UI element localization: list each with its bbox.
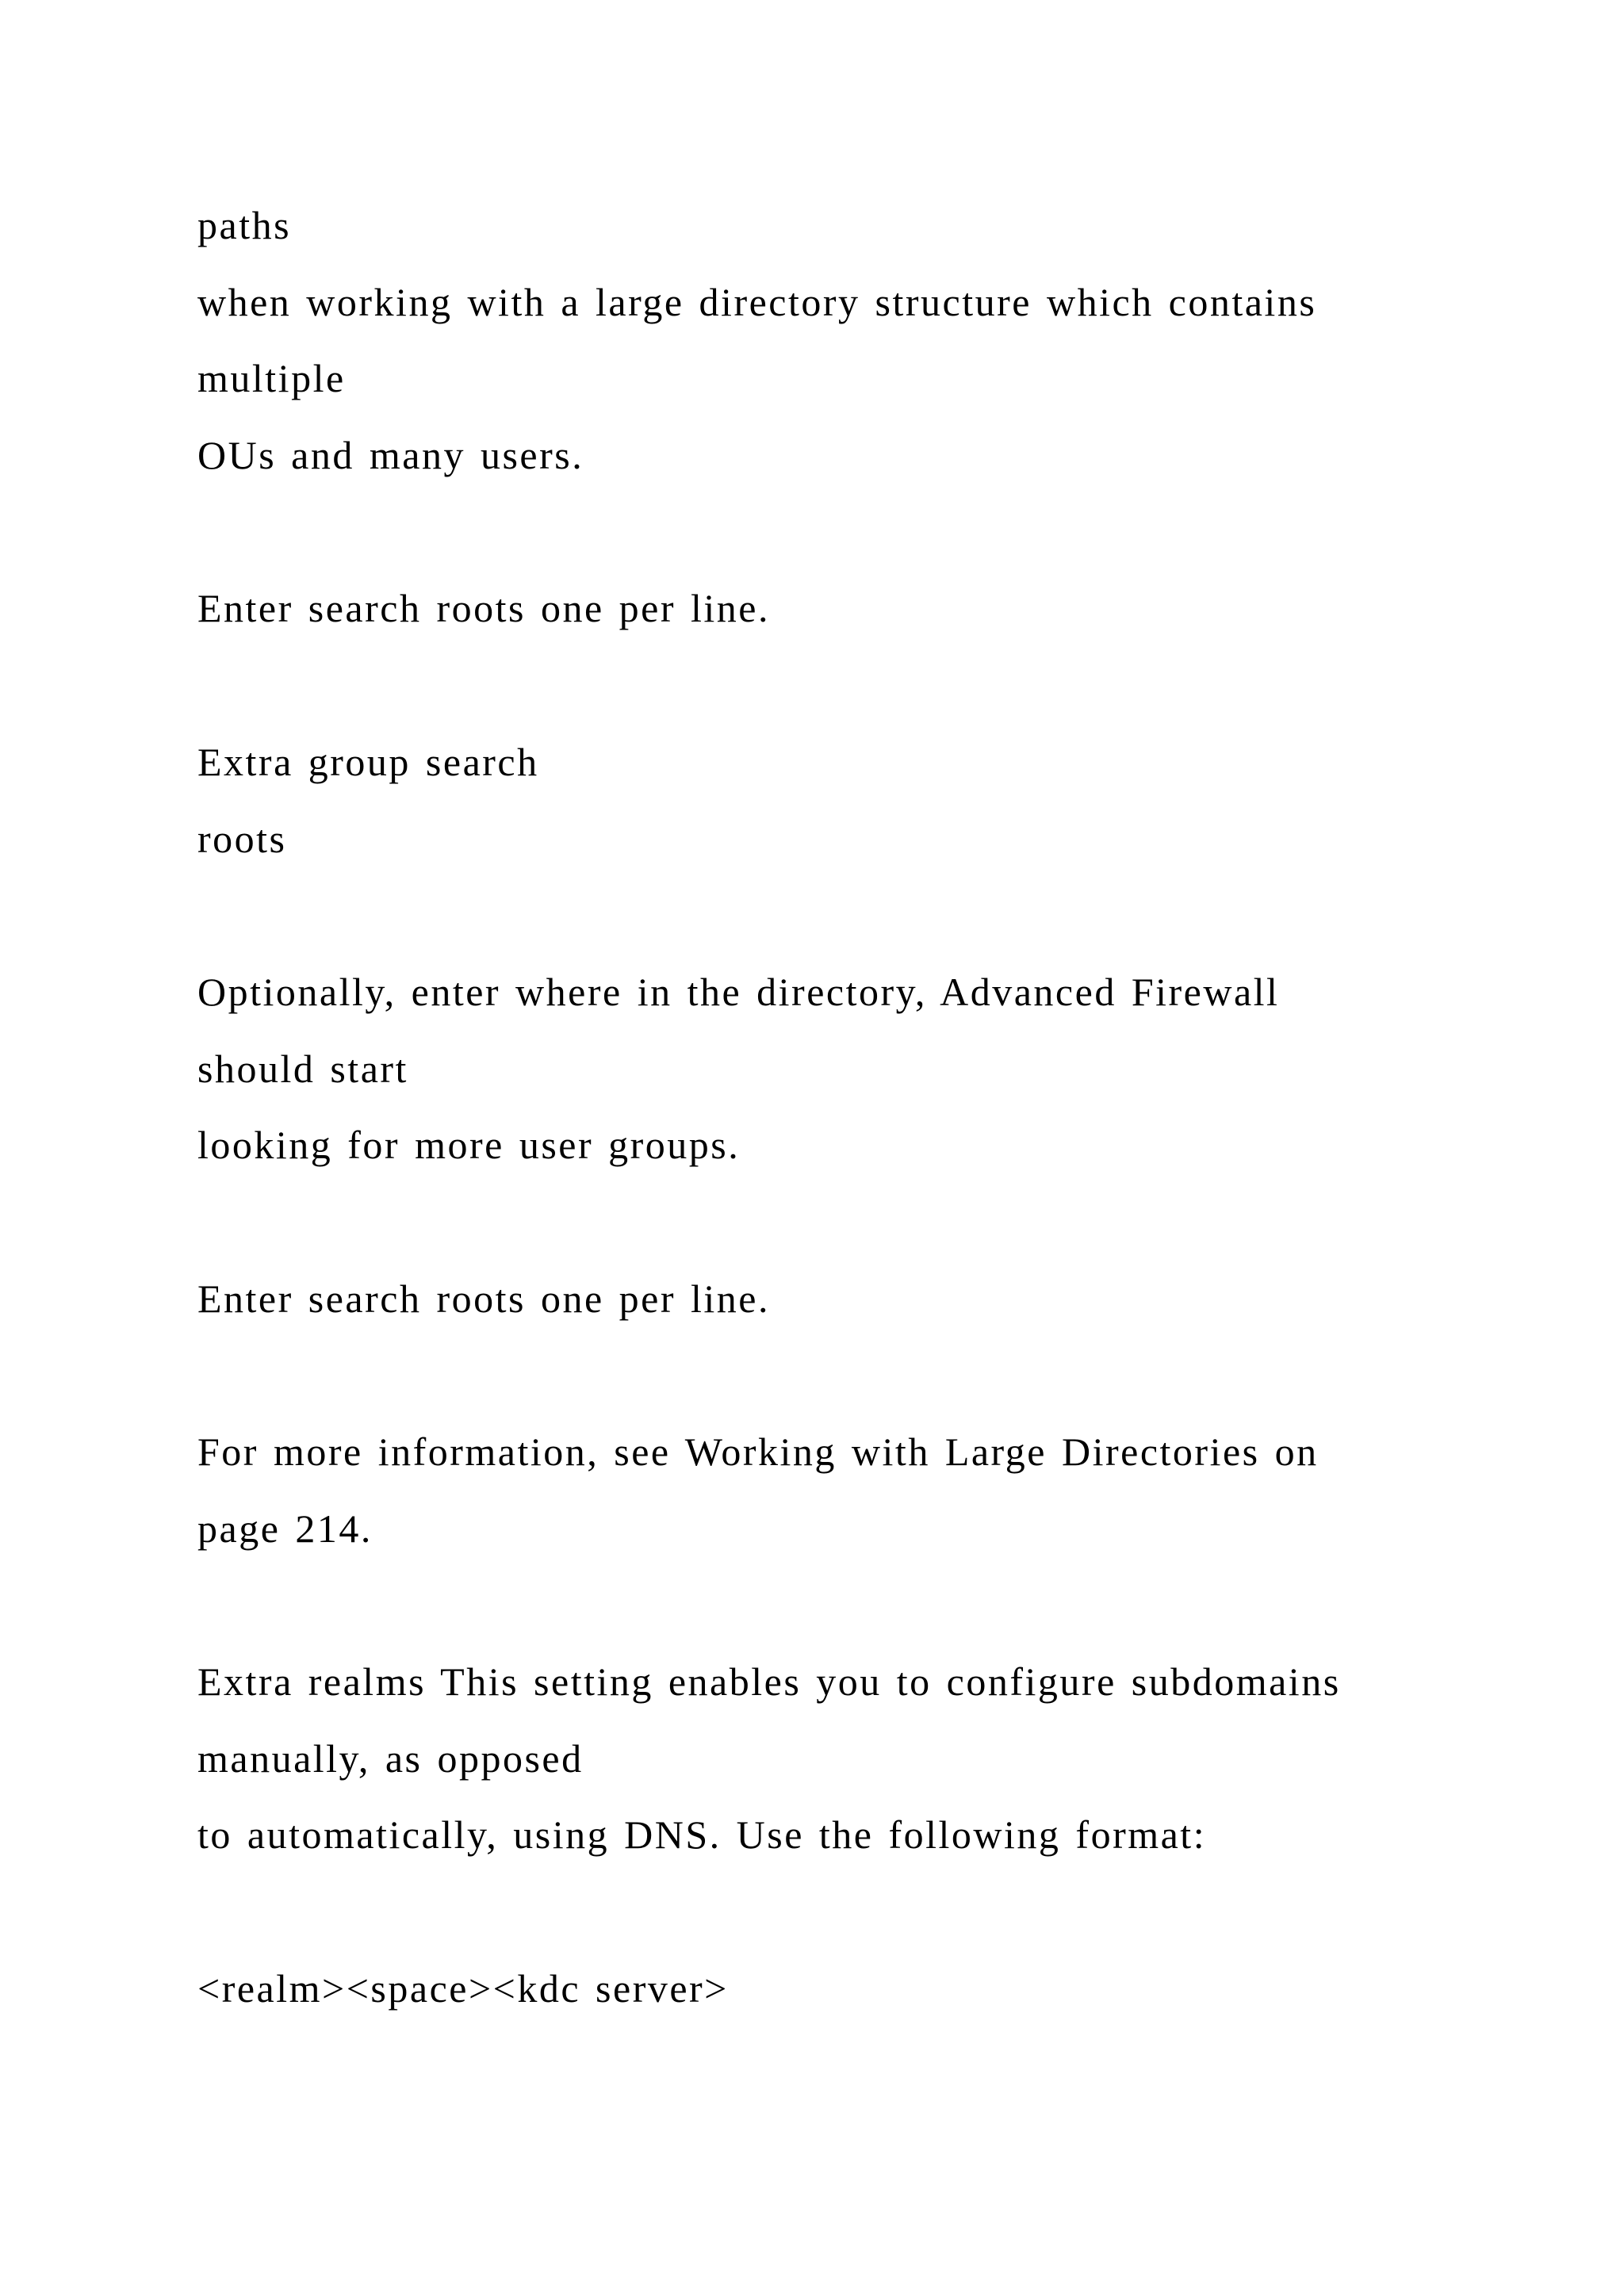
blank-line: [197, 877, 1545, 954]
text-line: OUs and many users.: [197, 433, 584, 478]
document-body: [197, 187, 1545, 2027]
text-line: Extra realms This setting enables you to configure subdomains: [197, 1659, 1341, 1705]
text-line: For more information, see Working with Large Directories on: [197, 1429, 1319, 1474]
text-line: Enter search roots one per line.: [197, 586, 770, 631]
blank-line: [197, 647, 1545, 724]
text-line: looking for more user groups.: [197, 1123, 741, 1168]
text-line: paths: [197, 203, 292, 247]
text-line: Enter search roots one per line.: [197, 1276, 770, 1321]
blank-line: [197, 1873, 1545, 1950]
text-line: manually, as opposed: [197, 1735, 584, 1781]
text-line: Extra group search: [197, 739, 539, 784]
text-line: Optionally, enter where in the directory, Advanced Firewall: [197, 969, 1280, 1014]
blank-line: [197, 1184, 1545, 1261]
text-line: should start: [197, 1046, 408, 1091]
text-line: page 214.: [197, 1506, 373, 1551]
blank-line: [197, 494, 1545, 571]
text-line: <realm><space><kdc server>: [197, 1965, 729, 2011]
text-line: roots: [197, 816, 287, 861]
text-line: to automatically, using DNS. Use the following format:: [197, 1812, 1207, 1858]
text-line: when working with a large directory structure which contains: [197, 279, 1317, 324]
text-line: multiple: [197, 356, 346, 401]
blank-line: [197, 1567, 1545, 1644]
blank-line: [197, 1337, 1545, 1414]
